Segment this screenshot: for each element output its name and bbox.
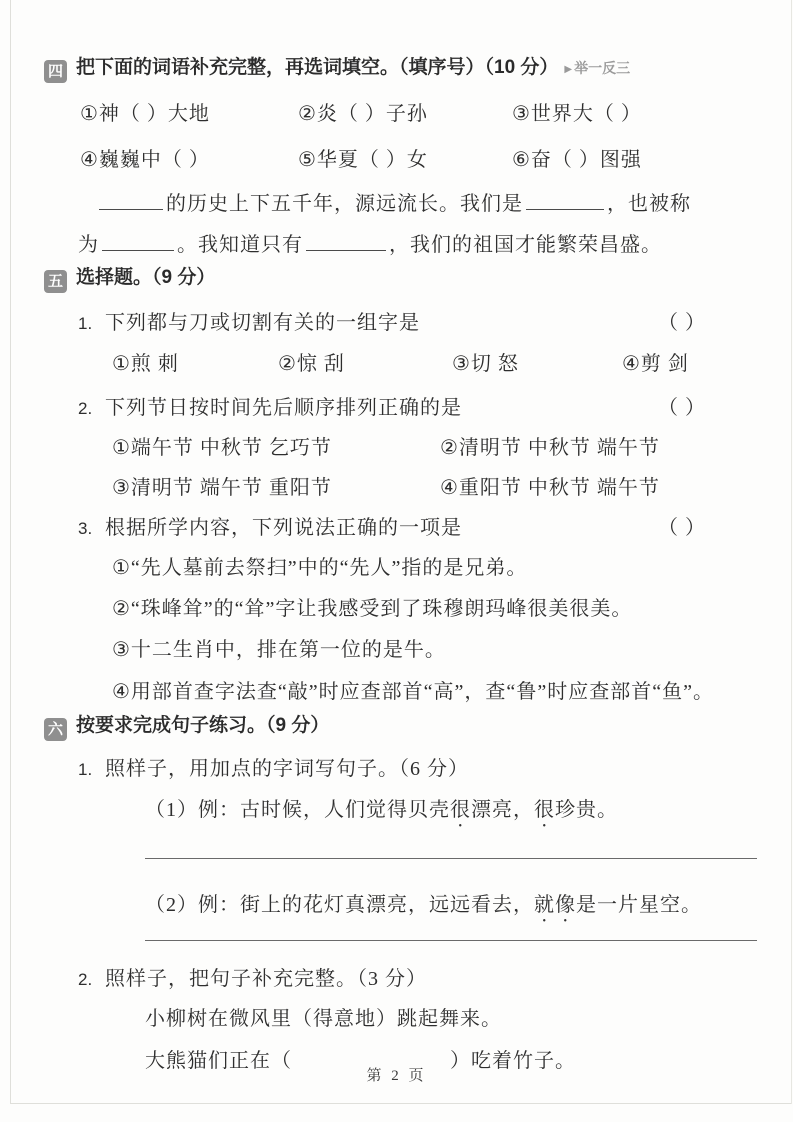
section-6-header [44, 710, 329, 741]
question-1 [78, 752, 469, 781]
question-text: 下列都与刀或切割有关的一组字是 [105, 312, 420, 334]
arrow-right-icon: ▶ [564, 64, 573, 75]
emphasized-word: 很 [450, 799, 471, 821]
option-item: ④剪 剑 [622, 353, 689, 375]
question-text: 下列节日按时间先后顺序排列正确的是 [105, 397, 462, 419]
option-item: ③清明节 端午节 重阳节 [112, 477, 332, 499]
answer-line [145, 940, 757, 941]
example-text: 是一片星空。 [576, 894, 702, 916]
statement-option: ②“珠峰耸”的“耸”字让我感受到了珠穆朗玛峰很美很美。 [112, 598, 633, 620]
question-number: 1. [78, 314, 93, 333]
word-item: ⑤华夏（ ）女 [298, 149, 428, 171]
emphasized-word: 很 [534, 799, 555, 821]
question-text: 照样子，用加点的字词写句子。（6 分） [105, 758, 469, 780]
statement-option: ①“先人墓前去祭扫”中的“先人”指的是兄弟。 [112, 557, 528, 579]
option-item: ②惊 刮 [278, 353, 345, 375]
paragraph-text: ，我们的祖国才能繁荣昌盛。 [389, 234, 662, 256]
example-sentence [145, 888, 702, 927]
reference-tag [564, 60, 630, 76]
page-number: 第 2 页 [366, 1068, 427, 1084]
page-edge-left [10, 0, 11, 1104]
paragraph-text: 。我知道只有 [177, 234, 303, 256]
word-item: ①神（ ）大地 [80, 103, 210, 125]
question-text: 照样子，把句子补充完整。（3 分） [105, 968, 427, 990]
word-item: ④巍巍中（ ） [80, 149, 210, 171]
word-item: ⑥奋（ ）图强 [512, 149, 642, 171]
section-5-header [44, 262, 215, 293]
page-edge-bottom [10, 1103, 792, 1104]
question-3 [78, 511, 462, 540]
word-item: ③世界大（ ） [512, 103, 642, 125]
example-text: （2）例：街上的花灯真漂亮，远远看去， [145, 894, 534, 916]
answer-brackets: （ ） [658, 397, 706, 419]
section-6-title: 按要求完成句子练习。（9 分） [76, 715, 330, 736]
question-number: 1. [78, 760, 93, 779]
answer-brackets: （ ） [658, 312, 706, 334]
blank-line [99, 189, 163, 210]
paragraph-text: 的历史上下五千年，源远流长。我们是 [166, 193, 523, 215]
option-item: ②清明节 中秋节 端午节 [440, 437, 660, 459]
question-1 [78, 306, 420, 335]
page-footer [0, 1064, 793, 1085]
word-item: ②炎（ ）子孙 [298, 103, 428, 125]
fill-blank-paragraph-line [96, 187, 691, 216]
statement-option: ④用部首查字法查“敲”时应查部首“高”，查“鲁”时应查部首“鱼”。 [112, 681, 714, 703]
question-text: 根据所学内容，下列说法正确的一项是 [105, 517, 462, 539]
question-number: 2. [78, 970, 93, 989]
paragraph-text: 为 [78, 234, 99, 256]
blank-line [526, 189, 604, 210]
page-edge-right [791, 0, 792, 1104]
example-text: （1）例：古时候，人们觉得贝壳 [145, 799, 450, 821]
section-4-title: 把下面的词语补充完整，再选词填空。（填序号）（10 分） [76, 57, 559, 78]
paragraph-text: ，也被称 [607, 193, 691, 215]
option-item: ①端午节 中秋节 乞巧节 [112, 437, 332, 459]
section-6-badge: 六 [44, 718, 67, 741]
question-number: 2. [78, 399, 93, 418]
question-2 [78, 391, 462, 420]
blank-line [306, 230, 386, 251]
sentence-text: 大熊猫们正在（ [145, 1050, 292, 1072]
example-text: 漂亮， [471, 799, 534, 821]
answer-brackets: （ ） [658, 517, 706, 539]
blank-line [102, 230, 174, 251]
statement-option: ③十二生肖中，排在第一位的是牛。 [112, 639, 446, 661]
emphasized-word: 就像 [534, 894, 576, 916]
section-4-header [44, 52, 630, 83]
option-item: ③切 怒 [452, 353, 519, 375]
option-item: ①煎 刺 [112, 353, 179, 375]
option-item: ④重阳节 中秋节 端午节 [440, 477, 660, 499]
section-5-badge: 五 [44, 270, 67, 293]
reference-tag-label: 举一反三 [574, 60, 631, 76]
example-sentence [145, 793, 618, 832]
section-4-badge: 四 [44, 60, 67, 83]
question-2 [78, 962, 427, 991]
sentence-line: 小柳树在微风里（得意地）跳起舞来。 [145, 1008, 502, 1030]
fill-blank-paragraph-line [78, 228, 662, 257]
section-5-title: 选择题。（9 分） [76, 267, 216, 288]
question-number: 3. [78, 519, 93, 538]
example-text: 珍贵。 [555, 799, 618, 821]
answer-line [145, 858, 757, 859]
sentence-text: ）吃着竹子。 [450, 1050, 576, 1072]
